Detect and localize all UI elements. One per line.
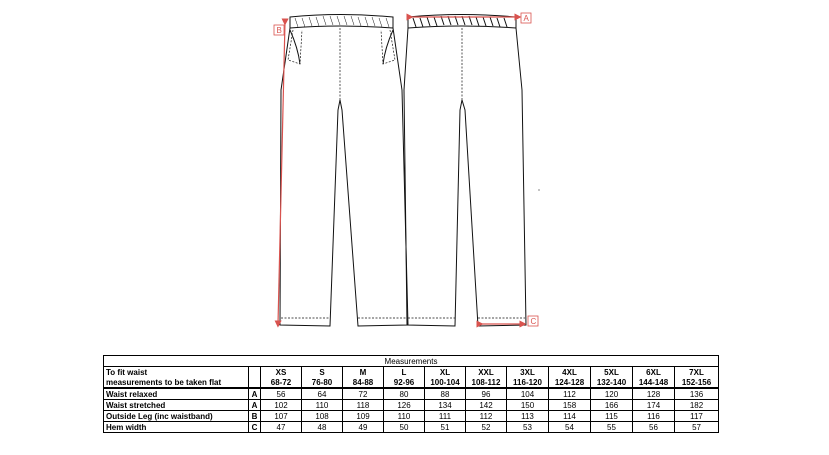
waist-range: 132-140 — [591, 377, 633, 388]
size-header: 5XL — [591, 367, 633, 378]
table-cell: 116 — [633, 411, 675, 422]
table-cell: 47 — [261, 422, 302, 433]
waist-range: 152-156 — [675, 377, 719, 388]
table-cell: 120 — [591, 388, 633, 400]
size-header-row — [104, 367, 719, 378]
row-label: Waist relaxed — [104, 388, 249, 400]
table-cell: 80 — [384, 388, 425, 400]
measurements-table — [103, 355, 719, 433]
table-cell: 117 — [675, 411, 719, 422]
front-outline — [280, 28, 408, 326]
size-header: XL — [425, 367, 466, 378]
table-cell: 64 — [302, 388, 343, 400]
waist-range: 100-104 — [425, 377, 466, 388]
table-row — [104, 422, 719, 433]
size-header: S — [302, 367, 343, 378]
table-cell: 108 — [302, 411, 343, 422]
table-cell: 48 — [302, 422, 343, 433]
table-cell: 96 — [466, 388, 507, 400]
table-row — [104, 388, 719, 400]
row-label: Waist stretched — [104, 400, 249, 411]
table-cell: 114 — [549, 411, 591, 422]
table-cell: 128 — [633, 388, 675, 400]
table-cell: 118 — [343, 400, 384, 411]
row-code: A — [249, 400, 261, 411]
table-cell: 174 — [633, 400, 675, 411]
table-cell: 51 — [425, 422, 466, 433]
table-cell: 107 — [261, 411, 302, 422]
table-cell: 52 — [466, 422, 507, 433]
waist-range-row — [104, 377, 719, 388]
waist-range: 92-96 — [384, 377, 425, 388]
row-label: Outside Leg (inc waistband) — [104, 411, 249, 422]
row-code: B — [249, 411, 261, 422]
front-waistband — [290, 15, 393, 29]
table-cell: 115 — [591, 411, 633, 422]
size-header: 6XL — [633, 367, 675, 378]
marker-c-label: C — [530, 317, 537, 326]
table-cell: 54 — [549, 422, 591, 433]
marker-b-label: B — [276, 26, 282, 35]
marker-a-label: A — [523, 14, 529, 23]
table-cell: 110 — [302, 400, 343, 411]
size-header: 7XL — [675, 367, 719, 378]
table-cell: 112 — [549, 388, 591, 400]
table-cell: 88 — [425, 388, 466, 400]
table-cell: 53 — [507, 422, 549, 433]
measure-guide-b — [274, 22, 285, 324]
fit-sublabel: measurements to be taken flat — [104, 377, 249, 388]
table-cell: 56 — [261, 388, 302, 400]
table-cell: 50 — [384, 422, 425, 433]
table-cell: 111 — [425, 411, 466, 422]
waist-range: 144-148 — [633, 377, 675, 388]
table-cell: 112 — [466, 411, 507, 422]
trouser-back-view — [404, 15, 526, 327]
row-code: A — [249, 388, 261, 400]
size-header: XXL — [466, 367, 507, 378]
waist-range: 76-80 — [302, 377, 343, 388]
table-cell: 55 — [591, 422, 633, 433]
waist-range: 116-120 — [507, 377, 549, 388]
row-label: Hem width — [104, 422, 249, 433]
table-cell: 150 — [507, 400, 549, 411]
table-row — [104, 400, 719, 411]
table-cell: 109 — [343, 411, 384, 422]
table-cell: 57 — [675, 422, 719, 433]
trouser-front-view — [280, 15, 408, 327]
table-row — [104, 411, 719, 422]
size-header: 3XL — [507, 367, 549, 378]
table-cell: 126 — [384, 400, 425, 411]
size-header: 4XL — [549, 367, 591, 378]
table-cell: 166 — [591, 400, 633, 411]
row-code: C — [249, 422, 261, 433]
fit-label: To fit waist — [104, 367, 249, 378]
table-cell: 142 — [466, 400, 507, 411]
table-cell: 56 — [633, 422, 675, 433]
size-header: XS — [261, 367, 302, 378]
table-title-row — [104, 356, 719, 367]
measure-guide-c — [480, 316, 538, 326]
waist-range: 124-128 — [549, 377, 591, 388]
table-cell: 136 — [675, 388, 719, 400]
table-cell: 110 — [384, 411, 425, 422]
waist-range: 108-112 — [466, 377, 507, 388]
table-title: Measurements — [104, 356, 719, 367]
table-cell: 72 — [343, 388, 384, 400]
waist-range: 68-72 — [261, 377, 302, 388]
table-cell: 182 — [675, 400, 719, 411]
back-outline — [404, 28, 526, 326]
table-cell: 134 — [425, 400, 466, 411]
waist-range: 84-88 — [343, 377, 384, 388]
table-cell: 102 — [261, 400, 302, 411]
table-cell: 113 — [507, 411, 549, 422]
table-cell: 49 — [343, 422, 384, 433]
size-header: L — [384, 367, 425, 378]
table-cell: 104 — [507, 388, 549, 400]
table-cell: 158 — [549, 400, 591, 411]
size-header: M — [343, 367, 384, 378]
